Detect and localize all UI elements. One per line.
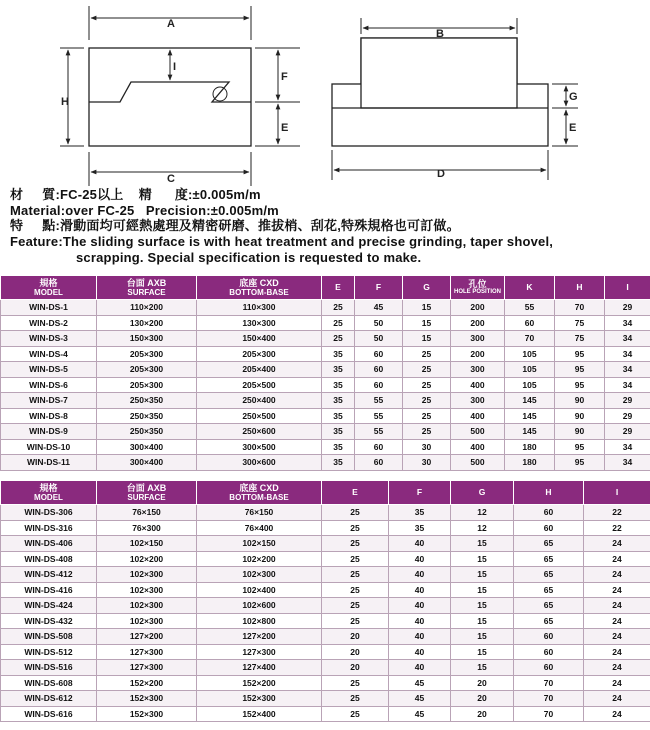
table-row [1,300,650,316]
table-row [1,567,650,583]
value-cell: 95 [555,377,605,393]
value-cell: 25 [403,362,451,378]
value-cell: 105 [505,377,555,393]
value-cell: 102×150 [197,536,322,552]
value-cell: 24 [584,567,650,583]
value-cell: 60 [505,315,555,331]
value-cell: 34 [605,362,650,378]
value-cell: 95 [555,439,605,455]
value-cell: 25 [403,393,451,409]
value-cell: 300×600 [197,455,322,471]
value-cell: 127×300 [197,644,322,660]
value-cell: 25 [322,551,389,567]
table-row [1,346,650,362]
table-row [1,520,650,536]
dim-label-e-right: E [569,122,577,134]
table-row [1,551,650,567]
value-cell: 65 [514,567,584,583]
value-cell: 25 [403,377,451,393]
value-cell: 30 [403,439,451,455]
value-cell: 75 [555,331,605,347]
model-cell: WIN-DS-5 [1,362,97,378]
value-cell: 105 [505,346,555,362]
value-cell: 15 [451,551,514,567]
model-cell: WIN-DS-508 [1,629,97,645]
value-cell: 25 [322,331,355,347]
value-cell: 90 [555,424,605,440]
value-cell: 34 [605,346,650,362]
value-cell: 45 [389,706,451,722]
value-cell: 24 [584,629,650,645]
value-cell: 70 [555,300,605,316]
value-cell: 40 [389,644,451,660]
value-cell: 60 [355,439,403,455]
value-cell: 40 [389,582,451,598]
value-cell: 35 [322,362,355,378]
value-cell: 250×350 [97,424,197,440]
value-cell: 127×400 [197,660,322,676]
header-e: E [322,481,389,505]
value-cell: 24 [584,675,650,691]
table-row [1,629,650,645]
value-cell: 25 [403,346,451,362]
header-surface: 台面 AXB SURFACE [97,481,197,505]
value-cell: 25 [322,300,355,316]
header-k: K [505,276,555,300]
value-cell: 25 [403,424,451,440]
value-cell: 35 [322,424,355,440]
value-cell: 500 [451,424,505,440]
table-row [1,408,650,424]
model-cell: WIN-DS-6 [1,377,97,393]
value-cell: 20 [322,660,389,676]
value-cell: 40 [389,629,451,645]
value-cell: 152×400 [197,706,322,722]
header-f: F [389,481,451,505]
feature-zh: 特 點:滑動面均可經熱處理及精密研磨、推拔梢、刮花,特殊規格也可訂做。 [10,218,460,233]
value-cell: 25 [322,691,389,707]
value-cell: 24 [584,613,650,629]
value-cell: 40 [389,551,451,567]
value-cell: 45 [389,691,451,707]
table-row [1,424,650,440]
value-cell: 40 [389,536,451,552]
value-cell: 15 [403,331,451,347]
model-cell: WIN-DS-7 [1,393,97,409]
model-cell: WIN-DS-2 [1,315,97,331]
dim-label-g: G [569,91,578,103]
dim-label-b: B [436,28,444,40]
table-row [1,660,650,676]
value-cell: 22 [584,520,650,536]
value-cell: 102×150 [97,536,197,552]
table-row [1,675,650,691]
value-cell: 35 [322,346,355,362]
table-row [1,439,650,455]
value-cell: 65 [514,582,584,598]
model-cell: WIN-DS-608 [1,675,97,691]
value-cell: 55 [355,393,403,409]
value-cell: 24 [584,644,650,660]
value-cell: 40 [389,598,451,614]
feature-en-line1: Feature:The sliding surface is with heat treatment and precise grinding, taper shovel, [10,234,554,249]
model-cell: WIN-DS-3 [1,331,97,347]
value-cell: 15 [451,598,514,614]
model-cell: WIN-DS-416 [1,582,97,598]
value-cell: 205×300 [97,377,197,393]
value-cell: 60 [355,377,403,393]
model-cell: WIN-DS-4 [1,346,97,362]
model-cell: WIN-DS-516 [1,660,97,676]
value-cell: 25 [322,582,389,598]
spec-table-2 [0,480,650,722]
value-cell: 127×200 [197,629,322,645]
dimension-diagram [0,0,650,186]
value-cell: 34 [605,315,650,331]
value-cell: 35 [322,408,355,424]
value-cell: 250×400 [197,393,322,409]
value-cell: 20 [451,675,514,691]
dim-label-a: A [167,18,175,30]
value-cell: 40 [389,660,451,676]
value-cell: 145 [505,408,555,424]
value-cell: 152×200 [97,675,197,691]
value-cell: 76×400 [197,520,322,536]
table-header-row [1,481,650,505]
value-cell: 24 [584,598,650,614]
header-i: I [584,481,650,505]
value-cell: 25 [322,505,389,521]
value-cell: 40 [389,567,451,583]
value-cell: 300 [451,393,505,409]
table-row [1,362,650,378]
model-cell: WIN-DS-612 [1,691,97,707]
table-row [1,536,650,552]
model-cell: WIN-DS-408 [1,551,97,567]
model-cell: WIN-DS-11 [1,455,97,471]
table-row [1,691,650,707]
value-cell: 15 [451,644,514,660]
value-cell: 35 [322,393,355,409]
value-cell: 25 [322,567,389,583]
table-row [1,582,650,598]
value-cell: 76×150 [197,505,322,521]
value-cell: 25 [322,536,389,552]
header-model: 規格 MODEL [1,481,97,505]
value-cell: 24 [584,691,650,707]
value-cell: 75 [555,315,605,331]
value-cell: 20 [451,691,514,707]
value-cell: 35 [322,455,355,471]
value-cell: 76×300 [97,520,197,536]
value-cell: 30 [403,455,451,471]
dim-label-f: F [281,71,288,83]
value-cell: 95 [555,455,605,471]
header-h: H [555,276,605,300]
value-cell: 25 [322,520,389,536]
value-cell: 102×300 [197,567,322,583]
model-cell: WIN-DS-406 [1,536,97,552]
value-cell: 102×200 [197,551,322,567]
value-cell: 29 [605,393,650,409]
value-cell: 90 [555,408,605,424]
value-cell: 152×300 [197,691,322,707]
value-cell: 200 [451,315,505,331]
value-cell: 150×400 [197,331,322,347]
value-cell: 400 [451,377,505,393]
value-cell: 205×300 [197,346,322,362]
value-cell: 300×400 [97,439,197,455]
value-cell: 400 [451,408,505,424]
value-cell: 60 [355,362,403,378]
value-cell: 500 [451,455,505,471]
value-cell: 34 [605,331,650,347]
value-cell: 25 [322,613,389,629]
value-cell: 70 [505,331,555,347]
header-surface: 台面 AXB SURFACE [97,276,197,300]
value-cell: 34 [605,455,650,471]
value-cell: 35 [322,439,355,455]
header-model: 規格 MODEL [1,276,97,300]
value-cell: 200 [451,300,505,316]
value-cell: 65 [514,598,584,614]
value-cell: 15 [451,613,514,629]
value-cell: 25 [322,675,389,691]
value-cell: 24 [584,660,650,676]
dim-label-h: H [61,96,69,108]
value-cell: 15 [451,660,514,676]
table-row [1,315,650,331]
value-cell: 40 [389,613,451,629]
value-cell: 145 [505,424,555,440]
value-cell: 50 [355,315,403,331]
value-cell: 12 [451,520,514,536]
value-cell: 25 [403,408,451,424]
value-cell: 20 [322,644,389,660]
table-row [1,377,650,393]
header-g: G [451,481,514,505]
value-cell: 102×800 [197,613,322,629]
table-row [1,706,650,722]
value-cell: 102×600 [197,598,322,614]
value-cell: 15 [451,629,514,645]
header-f: F [355,276,403,300]
value-cell: 25 [322,706,389,722]
value-cell: 24 [584,536,650,552]
feature-en-line2: scrapping. Special specification is requested to make. [76,250,422,265]
model-cell: WIN-DS-616 [1,706,97,722]
value-cell: 130×300 [197,315,322,331]
table-row [1,455,650,471]
value-cell: 24 [584,582,650,598]
value-cell: 70 [514,675,584,691]
table-row [1,331,650,347]
value-cell: 25 [322,598,389,614]
value-cell: 110×200 [97,300,197,316]
value-cell: 76×150 [97,505,197,521]
value-cell: 35 [389,520,451,536]
value-cell: 70 [514,691,584,707]
value-cell: 205×400 [197,362,322,378]
value-cell: 60 [514,520,584,536]
model-cell: WIN-DS-412 [1,567,97,583]
value-cell: 127×300 [97,660,197,676]
value-cell: 60 [514,660,584,676]
value-cell: 15 [451,536,514,552]
value-cell: 180 [505,455,555,471]
table-row [1,613,650,629]
value-cell: 55 [355,424,403,440]
value-cell: 12 [451,505,514,521]
value-cell: 60 [514,629,584,645]
value-cell: 29 [605,408,650,424]
value-cell: 60 [355,455,403,471]
value-cell: 15 [403,300,451,316]
value-cell: 24 [584,551,650,567]
value-cell: 130×200 [97,315,197,331]
value-cell: 145 [505,393,555,409]
dim-label-e-left: E [281,122,289,134]
value-cell: 15 [403,315,451,331]
value-cell: 65 [514,536,584,552]
value-cell: 15 [451,582,514,598]
model-cell: WIN-DS-432 [1,613,97,629]
value-cell: 95 [555,362,605,378]
model-cell: WIN-DS-424 [1,598,97,614]
spec-text-block [10,187,650,266]
value-cell: 110×300 [197,300,322,316]
header-hole: 孔位 HOLE POSITION [451,276,505,300]
model-cell: WIN-DS-8 [1,408,97,424]
dim-label-i: I [173,61,177,73]
value-cell: 205×300 [97,362,197,378]
header-g: G [403,276,451,300]
material-precision-zh: 材 質:FC-25以上 精 度:±0.005m/m [10,187,261,202]
model-cell: WIN-DS-9 [1,424,97,440]
value-cell: 102×300 [97,613,197,629]
header-base: 底座 CXD BOTTOM-BASE [197,481,322,505]
value-cell: 65 [514,613,584,629]
value-cell: 35 [389,505,451,521]
value-cell: 15 [451,567,514,583]
value-cell: 205×300 [97,346,197,362]
header-h: H [514,481,584,505]
value-cell: 95 [555,346,605,362]
value-cell: 20 [322,629,389,645]
value-cell: 102×400 [197,582,322,598]
value-cell: 102×200 [97,551,197,567]
value-cell: 127×300 [97,644,197,660]
value-cell: 400 [451,439,505,455]
header-e: E [322,276,355,300]
value-cell: 24 [584,706,650,722]
value-cell: 45 [355,300,403,316]
value-cell: 70 [514,706,584,722]
value-cell: 102×300 [97,582,197,598]
value-cell: 152×300 [97,691,197,707]
table-row [1,644,650,660]
value-cell: 150×300 [97,331,197,347]
value-cell: 300×500 [197,439,322,455]
value-cell: 127×200 [97,629,197,645]
value-cell: 200 [451,346,505,362]
header-i: I [605,276,650,300]
value-cell: 102×300 [97,567,197,583]
value-cell: 50 [355,331,403,347]
material-precision-en: Material:over FC-25 Precision:±0.005m/m [10,203,279,218]
value-cell: 29 [605,424,650,440]
value-cell: 205×500 [197,377,322,393]
dim-label-d: D [437,168,445,180]
table-row [1,393,650,409]
value-cell: 250×350 [97,408,197,424]
value-cell: 20 [451,706,514,722]
value-cell: 25 [322,315,355,331]
header-base: 底座 CXD BOTTOM-BASE [197,276,322,300]
value-cell: 90 [555,393,605,409]
table-row [1,598,650,614]
model-cell: WIN-DS-316 [1,520,97,536]
model-cell: WIN-DS-512 [1,644,97,660]
model-cell: WIN-DS-10 [1,439,97,455]
value-cell: 105 [505,362,555,378]
value-cell: 300 [451,362,505,378]
value-cell: 60 [514,505,584,521]
value-cell: 300×400 [97,455,197,471]
value-cell: 55 [355,408,403,424]
value-cell: 60 [514,644,584,660]
value-cell: 300 [451,331,505,347]
model-cell: WIN-DS-1 [1,300,97,316]
model-cell: WIN-DS-306 [1,505,97,521]
value-cell: 45 [389,675,451,691]
value-cell: 152×300 [97,706,197,722]
spec-table-1 [0,275,650,471]
value-cell: 102×300 [97,598,197,614]
dim-label-c: C [167,173,175,185]
value-cell: 250×600 [197,424,322,440]
value-cell: 34 [605,439,650,455]
value-cell: 35 [322,377,355,393]
value-cell: 22 [584,505,650,521]
value-cell: 65 [514,551,584,567]
table-row [1,505,650,521]
value-cell: 34 [605,377,650,393]
value-cell: 60 [355,346,403,362]
value-cell: 250×350 [97,393,197,409]
value-cell: 180 [505,439,555,455]
value-cell: 250×500 [197,408,322,424]
value-cell: 29 [605,300,650,316]
value-cell: 55 [505,300,555,316]
table-header-row [1,276,650,300]
value-cell: 152×200 [197,675,322,691]
